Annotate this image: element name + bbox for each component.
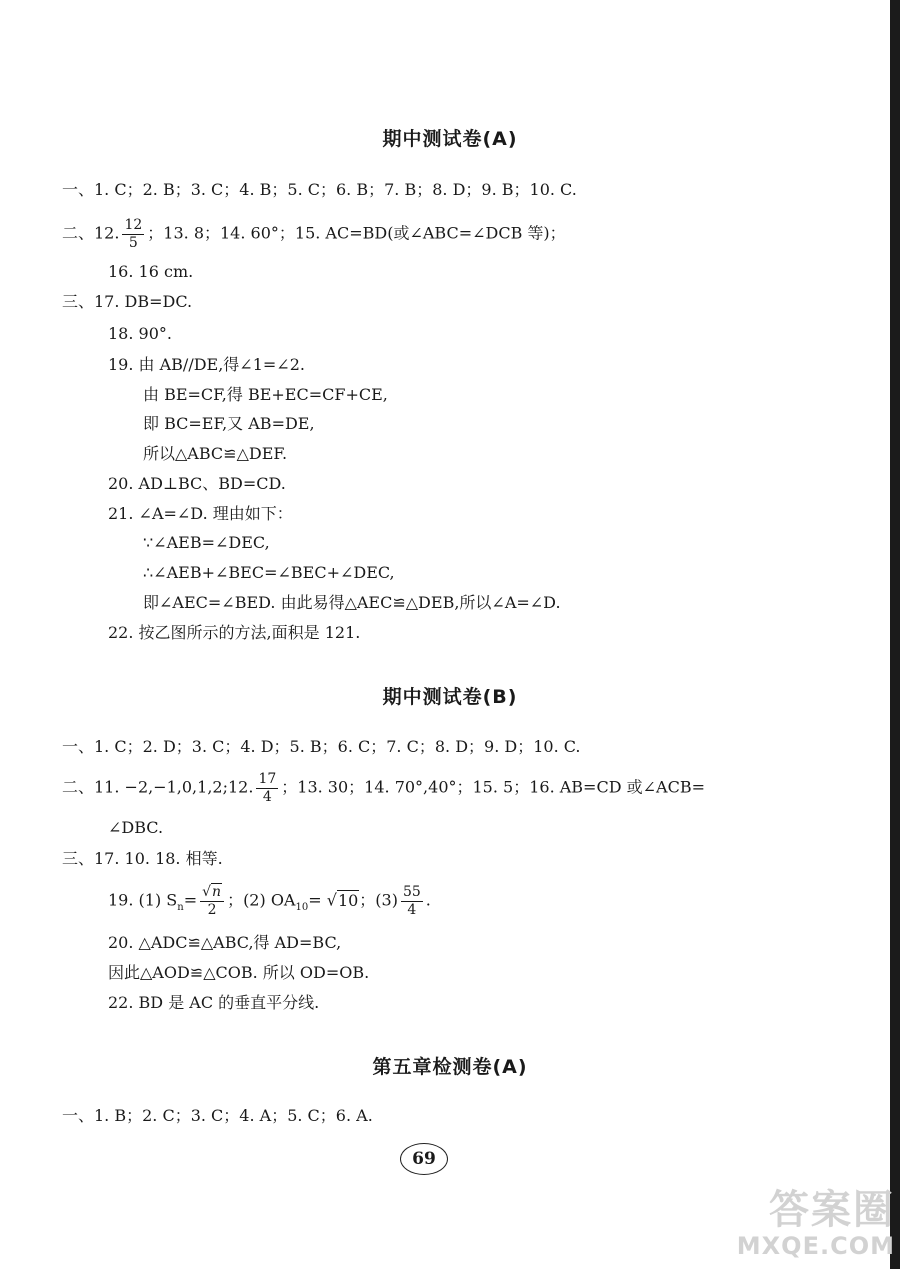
answer-line: 19. 由 AB//DE,得∠1=∠2. [108,355,305,374]
answer-line: 19. (1) $S_n=$ $\frac{√n}{2}$ ；(2) $OA_{10}= √10$；(3) $\frac{55}{4}$ . [108,884,431,918]
answer-line: 所以△ABC≌△DEF. [143,444,288,463]
answer-line: 即 BC=EF,又 AB=DE, [143,414,315,433]
answer-line: 由 BE=CF,得 BE+EC=CF+CE, [143,385,388,404]
answer-line: ∴∠AEB+∠BEC=∠BEC+∠DEC, [143,563,395,582]
answer-line: ∠DBC. [108,818,164,837]
answer-line: 因此△AOD≌△COB. 所以 OD=OB. [108,963,370,982]
section-title-chapter-5-a: 第五章检测卷(A) [372,1056,528,1078]
answer-line: 20. △ADC≌△ABC,得 AD=BC, [108,933,342,952]
answer-line: 22. BD 是 AC 的垂直平分线. [108,993,320,1012]
answer-line: 即∠AEC=∠BED. 由此易得△AEC≌△DEB,所以∠A=∠D. [143,593,561,612]
answer-line: 22. 按乙图所示的方法,面积是 121. [108,623,361,642]
page-number: 69 [400,1143,448,1175]
watermark: 答案圈 MXQE.COM [736,1187,895,1260]
answer-line: 20. AD⊥BC、BD=CD. [108,474,286,493]
answer-line: 一、1. C；2. B；3. C；4. B；5. C；6. B；7. B；8. D；9. B；10. C. [62,180,577,199]
answer-line: 一、1. C；2. D；3. C；4. D；5. B；6. C；7. C；8. D；9. D；10. C. [62,737,581,756]
section-title-midterm-a: 期中测试卷(A) [382,128,518,150]
answer-line: ∵∠AEB=∠DEC, [143,533,270,552]
answer-line: 三、17. 10. 18. 相等. [62,849,223,868]
fraction-55-4: $\frac{55}{4}$ [402,884,421,918]
fraction-17-4: $\frac{17}{4}$ [258,771,277,805]
answer-line: 18. 90°. [108,324,172,343]
fraction-sqrt-n-2: $\frac{√n}{2}$ [200,885,224,917]
answer-line: 二、12. $\frac{12}{5}$ ；13. 8；14. 60°；15. AC=BD(或∠ABC=∠DCB 等)； [62,217,566,251]
section-title-midterm-b: 期中测试卷(B) [382,686,518,708]
answer-line: 21. ∠A=∠D. 理由如下： [108,504,293,523]
answer-line: 三、17. DB=DC. [62,292,193,311]
answer-line: 16. 16 cm. [108,262,194,281]
answer-line: 二、11. −2,−1,0,1,2;12. $\frac{17}{4}$ ；13. 30；14. 70°,40°；15. 5；16. AB=CD 或∠ACB= [62,771,705,805]
answer-line: 一、1. B；2. C；3. C；4. A；5. C；6. A. [62,1106,373,1125]
fraction-12-5: $\frac{12}{5}$ [124,217,143,251]
